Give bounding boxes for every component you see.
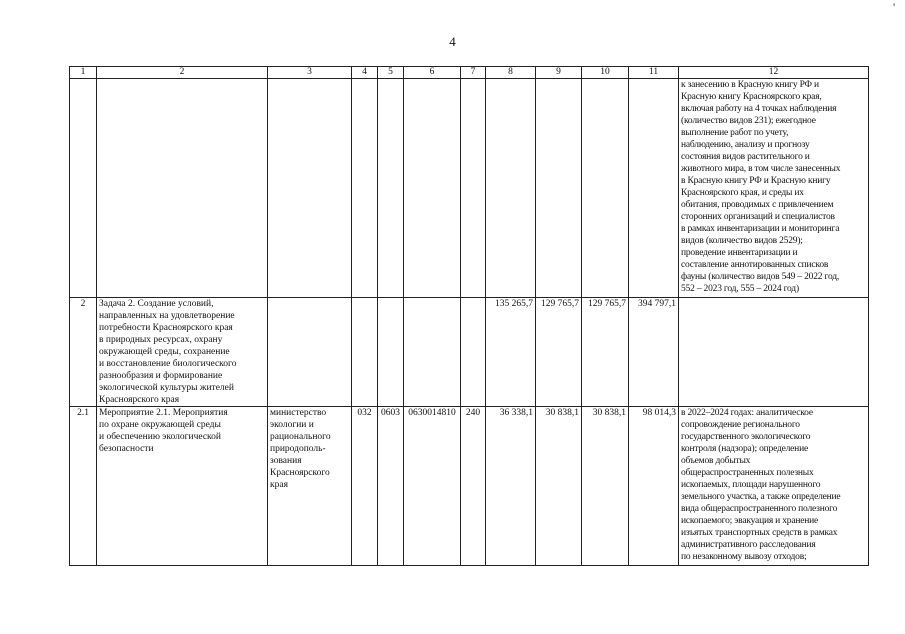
cell-executor: министерство экологии и рационального природополь- зования Красноярского края <box>268 407 352 566</box>
cell-expected-result: в 2022–2024 годах: аналитическое сопровождение регионального государственного экологического контроля (надзора); определение объемов добытых общераспространенных полезных ископаемых, площади нарушенного земельного участка, а также определение вида общераспространенного полезного ископаемого; эвакуация и хранение изъятых транспортных средств в рамках административного расследования по незаконному вывозу отходов; <box>679 407 869 566</box>
cell-grbs: 032 <box>352 407 378 566</box>
cell-name <box>97 79 268 298</box>
cell-executor <box>268 298 352 407</box>
cell-total: 394 797,1 <box>629 298 679 407</box>
cell-2023: 129 765,7 <box>536 298 582 407</box>
column-number: 5 <box>378 67 404 79</box>
cell-grbs <box>352 79 378 298</box>
cell-target: 0630014810 <box>404 407 461 566</box>
cell-2024 <box>582 79 629 298</box>
cell-number: 2.1 <box>70 407 97 566</box>
cell-2022: 36 338,1 <box>486 407 536 566</box>
column-number: 10 <box>582 67 629 79</box>
column-number: 1 <box>70 67 97 79</box>
cell-expense-type: 240 <box>461 407 486 566</box>
cell-expense-type <box>461 298 486 407</box>
table-row-measure-2-1 <box>70 407 869 566</box>
cell-name: Мероприятие 2.1. Мероприятия по охране окружающей среды и обеспечению экологической безопасности <box>97 407 268 566</box>
cell-section: 0603 <box>378 407 404 566</box>
cell-name: Задача 2. Создание условий, направленных на удовлетворение потребности Красноярского края в природных ресурсах, охрану окружающей среды, сохранение и восстановление биологического разнообразия и формирование экологической культуры жителей Красноярского края <box>97 298 268 407</box>
cell-total <box>629 79 679 298</box>
program-table <box>69 66 869 566</box>
page-number: 4 <box>449 34 456 49</box>
cell-number <box>70 79 97 298</box>
cell-2022: 135 265,7 <box>486 298 536 407</box>
cell-expected-result: к занесению в Красную книгу РФ и Красную книгу Красноярского края, включая работу на 4 точках наблюдения (количество видов 231); ежегодное выполнение работ по учету, наблюдению, анализу и прогнозу состояния видов растительного и животного мира, в том числе занесенных в Красную книгу РФ и Красную книгу Красноярского края, и среды их обитания, проводимых с привлечением сторонних организаций и специалистов в рамках инвентаризации и мониторинга видов (количество видов 2529); проведение инвентаризации и составление аннотированных списков фауны (количество видов 549 – 2022 год, 552 – 2023 год, 555 – 2024 год) <box>679 79 869 298</box>
cell-target <box>404 298 461 407</box>
column-number: 8 <box>486 67 536 79</box>
cell-total: 98 014,3 <box>629 407 679 566</box>
cell-2023 <box>536 79 582 298</box>
column-number: 4 <box>352 67 378 79</box>
cell-section <box>378 79 404 298</box>
cell-2022 <box>486 79 536 298</box>
column-number: 11 <box>629 67 679 79</box>
cell-number: 2 <box>70 298 97 407</box>
table-row-continuation <box>70 79 869 298</box>
column-number: 7 <box>461 67 486 79</box>
cell-grbs <box>352 298 378 407</box>
cell-2024: 30 838,1 <box>582 407 629 566</box>
column-numbers-row <box>70 67 869 79</box>
column-number: 12 <box>679 67 869 79</box>
cell-section <box>378 298 404 407</box>
cell-target <box>404 79 461 298</box>
cell-2024: 129 765,7 <box>582 298 629 407</box>
scan-mark: ' <box>893 0 896 14</box>
cell-executor <box>268 79 352 298</box>
cell-expense-type <box>461 79 486 298</box>
cell-2023: 30 838,1 <box>536 407 582 566</box>
column-number: 2 <box>97 67 268 79</box>
column-number: 9 <box>536 67 582 79</box>
column-number: 3 <box>268 67 352 79</box>
cell-expected-result <box>679 298 869 407</box>
table-row-task-2 <box>70 298 869 407</box>
column-number: 6 <box>404 67 461 79</box>
